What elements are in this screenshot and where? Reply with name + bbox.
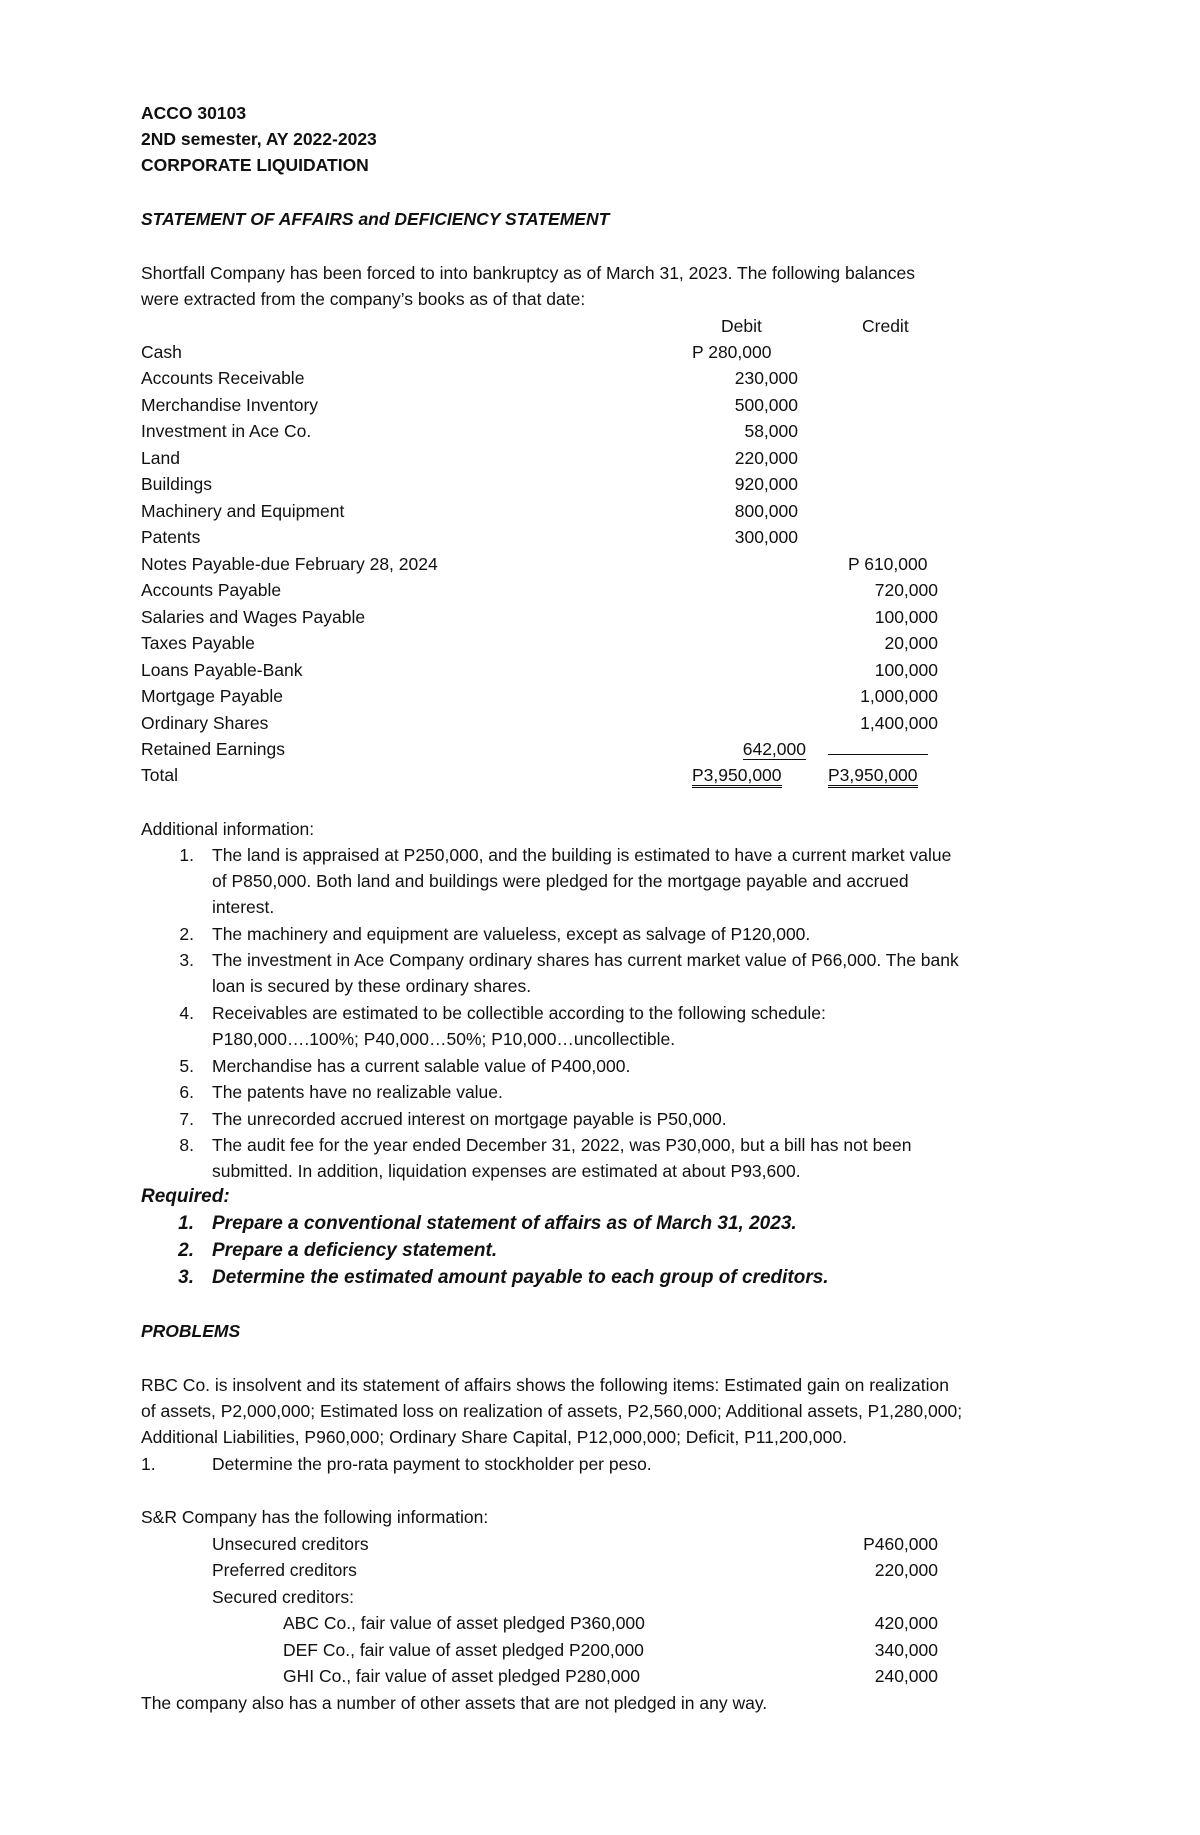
list-item: The unrecorded accrued interest on mortgage payable is P50,000. <box>212 1109 727 1129</box>
debit-total-value: P3,950,000 <box>692 765 782 788</box>
credit-value: 1,000,000 <box>860 686 938 706</box>
account-label: Notes Payable-due February 28, 2024 <box>141 554 438 574</box>
account-label: Land <box>141 448 180 468</box>
credit-header: Credit <box>862 316 909 336</box>
list-item: The audit fee for the year ended December 31, 2022, was P30,000, but a bill has not been <box>212 1135 912 1155</box>
credit-value: 100,000 <box>874 607 938 627</box>
intro-line-1: Shortfall Company has been forced to into bankruptcy as of March 31, 2023. The following balances <box>141 263 916 283</box>
account-label: Mortgage Payable <box>141 686 284 706</box>
account-label: Accounts Receivable <box>141 368 305 388</box>
creditor-label: Secured creditors: <box>212 1587 355 1607</box>
list-item: The patents have no realizable value. <box>212 1082 503 1102</box>
credit-total-value: P3,950,000 <box>828 765 918 788</box>
debit-value: 920,000 <box>734 474 798 494</box>
credit-value: 20,000 <box>884 633 938 653</box>
list-number: 5. <box>179 1056 194 1076</box>
account-label: Buildings <box>141 474 213 494</box>
secured-creditor-value: 420,000 <box>874 1613 938 1633</box>
credit-total <box>828 762 918 789</box>
list-number: 1. <box>141 1454 156 1474</box>
list-item: of P850,000. Both land and buildings were pledged for the mortgage payable and accrued <box>212 871 909 891</box>
secured-creditor-label: DEF Co., fair value of asset pledged P200,000 <box>283 1640 644 1660</box>
account-label: Merchandise Inventory <box>141 395 319 415</box>
required-item: Prepare a deficiency statement. <box>212 1240 498 1261</box>
problems-title: PROBLEMS <box>141 1321 241 1341</box>
additional-info-title: Additional information: <box>141 819 315 839</box>
list-number: 4. <box>179 1003 194 1023</box>
required-item: Prepare a conventional statement of affairs as of March 31, 2023. <box>212 1213 797 1234</box>
creditor-label: Unsecured creditors <box>212 1534 369 1554</box>
account-label: Ordinary Shares <box>141 713 269 733</box>
account-label: Machinery and Equipment <box>141 501 345 521</box>
problem-text: The company also has a number of other assets that are not pledged in any way. <box>141 1693 768 1713</box>
list-number: 1. <box>178 1213 194 1234</box>
account-label: Accounts Payable <box>141 580 282 600</box>
list-number: 2. <box>178 1240 194 1261</box>
retained-earnings-value: 642,000 <box>742 739 806 759</box>
required-title: Required: <box>141 1186 230 1207</box>
required-item: Determine the estimated amount payable to each group of creditors. <box>212 1267 829 1288</box>
problem-question: Determine the pro-rata payment to stockholder per peso. <box>212 1454 652 1474</box>
list-number: 2. <box>179 924 194 944</box>
secured-creditor-label: ABC Co., fair value of asset pledged P360,000 <box>283 1613 645 1633</box>
debit-value: 220,000 <box>734 448 798 468</box>
debit-value: 58,000 <box>744 421 798 441</box>
list-number: 8. <box>179 1135 194 1155</box>
list-item: The machinery and equipment are valueless, except as salvage of P120,000. <box>212 924 811 944</box>
debit-value: 500,000 <box>734 395 798 415</box>
debit-value: P 280,000 <box>692 342 772 362</box>
account-label: Patents <box>141 527 201 547</box>
semester: 2ND semester, AY 2022-2023 <box>141 129 377 149</box>
course-code: ACCO 30103 <box>141 103 247 123</box>
creditor-value: 220,000 <box>874 1560 938 1580</box>
list-item: submitted. In addition, liquidation expenses are estimated at about P93,600. <box>212 1161 801 1181</box>
credit-value: P 610,000 <box>848 554 928 574</box>
debit-value: 230,000 <box>734 368 798 388</box>
credit-value: 720,000 <box>874 580 938 600</box>
credit-blank-line <box>828 736 928 763</box>
credit-value: 1,400,000 <box>860 713 938 733</box>
debit-value <box>692 736 806 763</box>
list-number: 7. <box>179 1109 194 1129</box>
debit-value: 800,000 <box>734 501 798 521</box>
account-label: Loans Payable-Bank <box>141 660 303 680</box>
secured-creditor-value: 240,000 <box>874 1666 938 1686</box>
list-item: P180,000….100%; P40,000…50%; P10,000…uncollectible. <box>212 1029 676 1049</box>
list-item: Merchandise has a current salable value of P400,000. <box>212 1056 631 1076</box>
account-label: Investment in Ace Co. <box>141 421 312 441</box>
list-item: loan is secured by these ordinary shares. <box>212 976 532 996</box>
list-number: 1. <box>179 845 194 865</box>
list-item: The land is appraised at P250,000, and the building is estimated to have a current market value <box>212 845 952 865</box>
list-number: 3. <box>179 950 194 970</box>
list-item: The investment in Ace Company ordinary shares has current market value of P66,000. The bank <box>212 950 959 970</box>
list-item: Receivables are estimated to be collectible according to the following schedule: <box>212 1003 826 1023</box>
problem-text: S&R Company has the following information: <box>141 1507 489 1527</box>
section-title: STATEMENT OF AFFAIRS and DEFICIENCY STATEMENT <box>141 209 610 229</box>
account-label: Total <box>141 765 178 785</box>
problem-text: of assets, P2,000,000; Estimated loss on realization of assets, P2,560,000; Additional assets, P1,280,000; <box>141 1401 963 1421</box>
debit-header: Debit <box>721 316 762 336</box>
debit-total <box>692 762 782 789</box>
account-label: Salaries and Wages Payable <box>141 607 366 627</box>
problem-text: RBC Co. is insolvent and its statement of affairs shows the following items: Estimated gain on realization <box>141 1375 949 1395</box>
topic-title: CORPORATE LIQUIDATION <box>141 155 369 175</box>
credit-value: 100,000 <box>874 660 938 680</box>
creditor-value: P460,000 <box>863 1534 938 1554</box>
creditor-label: Preferred creditors <box>212 1560 357 1580</box>
account-label: Retained Earnings <box>141 739 285 759</box>
account-label: Taxes Payable <box>141 633 255 653</box>
problem-text: Additional Liabilities, P960,000; Ordinary Share Capital, P12,000,000; Deficit, P11,200,000. <box>141 1427 847 1447</box>
list-number: 6. <box>179 1082 194 1102</box>
secured-creditor-label: GHI Co., fair value of asset pledged P280,000 <box>283 1666 641 1686</box>
intro-line-2: were extracted from the company’s books as of that date: <box>141 289 586 309</box>
list-item: interest. <box>212 897 275 917</box>
list-number: 3. <box>178 1267 194 1288</box>
debit-value: 300,000 <box>734 527 798 547</box>
secured-creditor-value: 340,000 <box>874 1640 938 1660</box>
account-label: Cash <box>141 342 182 362</box>
